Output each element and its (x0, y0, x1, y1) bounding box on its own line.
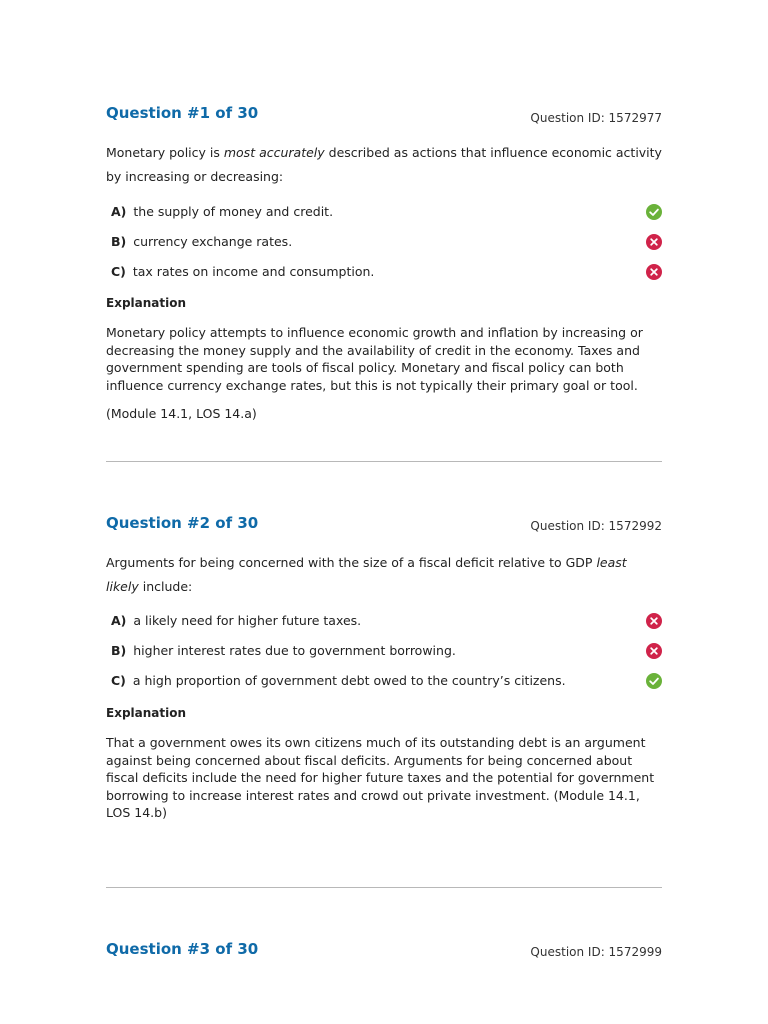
question-title: Question #2 of 30 (106, 514, 259, 532)
choice-text: a likely need for higher future taxes. (133, 613, 362, 628)
divider (106, 887, 662, 888)
x-circle-icon (646, 643, 662, 659)
choice-letter: A) (111, 613, 127, 628)
choice-letter: A) (111, 204, 127, 219)
choice-letter: B) (111, 643, 127, 658)
reference: (Module 14.1, LOS 14.a) (106, 406, 257, 421)
question-id: Question ID: 1572999 (530, 945, 662, 959)
choice-c (111, 262, 662, 282)
stem-text: Arguments for being concerned with the size of a fiscal deficit relative to GDP (106, 555, 597, 570)
choice-a (111, 202, 662, 222)
explanation-heading: Explanation (106, 296, 187, 310)
choice-c (111, 671, 662, 691)
choice-a (111, 611, 662, 631)
choice-text: higher interest rates due to government borrowing. (133, 643, 456, 658)
stem-text: described as actions that influence economic activity by increasing or decreasing: (106, 145, 662, 184)
explanation-heading: Explanation (106, 706, 187, 720)
divider (106, 461, 662, 462)
x-circle-icon (646, 264, 662, 280)
choice-b (111, 641, 662, 661)
question-stem (106, 551, 662, 599)
question-id: Question ID: 1572992 (530, 519, 662, 533)
x-circle-icon (646, 234, 662, 250)
explanation-text: That a government owes its own citizens much of its outstanding debt is an argument against being concerned about fiscal deficits. Arguments for being concerned about fiscal deficits include the need for higher future taxes and the potential for government borrowing to increase interest rates and crowd out private investment. (Module 14.1, LOS 14.b) (106, 735, 655, 820)
choice-text: a high proportion of government debt owed to the country’s citizens. (132, 673, 566, 688)
choice-text: currency exchange rates. (133, 234, 293, 249)
choice-letter: C) (111, 673, 126, 688)
choice-letter: C) (111, 264, 126, 279)
x-circle-icon (646, 613, 662, 629)
question-title: Question #3 of 30 (106, 940, 259, 958)
question-title: Question #1 of 30 (106, 104, 259, 122)
choice-letter: B) (111, 234, 127, 249)
question-stem (106, 141, 662, 189)
stem-text: include: (138, 579, 193, 594)
stem-emphasis: least likely (106, 555, 627, 594)
stem-text: Monetary policy is (106, 145, 224, 160)
choice-text: the supply of money and credit. (133, 204, 334, 219)
question-id: Question ID: 1572977 (530, 111, 662, 125)
choice-b (111, 232, 662, 252)
check-circle-icon (646, 204, 662, 220)
choice-text: tax rates on income and consumption. (132, 264, 375, 279)
stem-emphasis: most accurately (223, 145, 325, 160)
check-circle-icon (646, 673, 662, 689)
explanation-text: Monetary policy attempts to influence economic growth and inflation by increasing or decreasing the money supply and the availability of credit in the economy. Taxes and government spending are tools of fiscal policy. Monetary and fiscal policy can both influence currency exchange rates, but this is not typically their primary goal or tool. (106, 325, 643, 393)
